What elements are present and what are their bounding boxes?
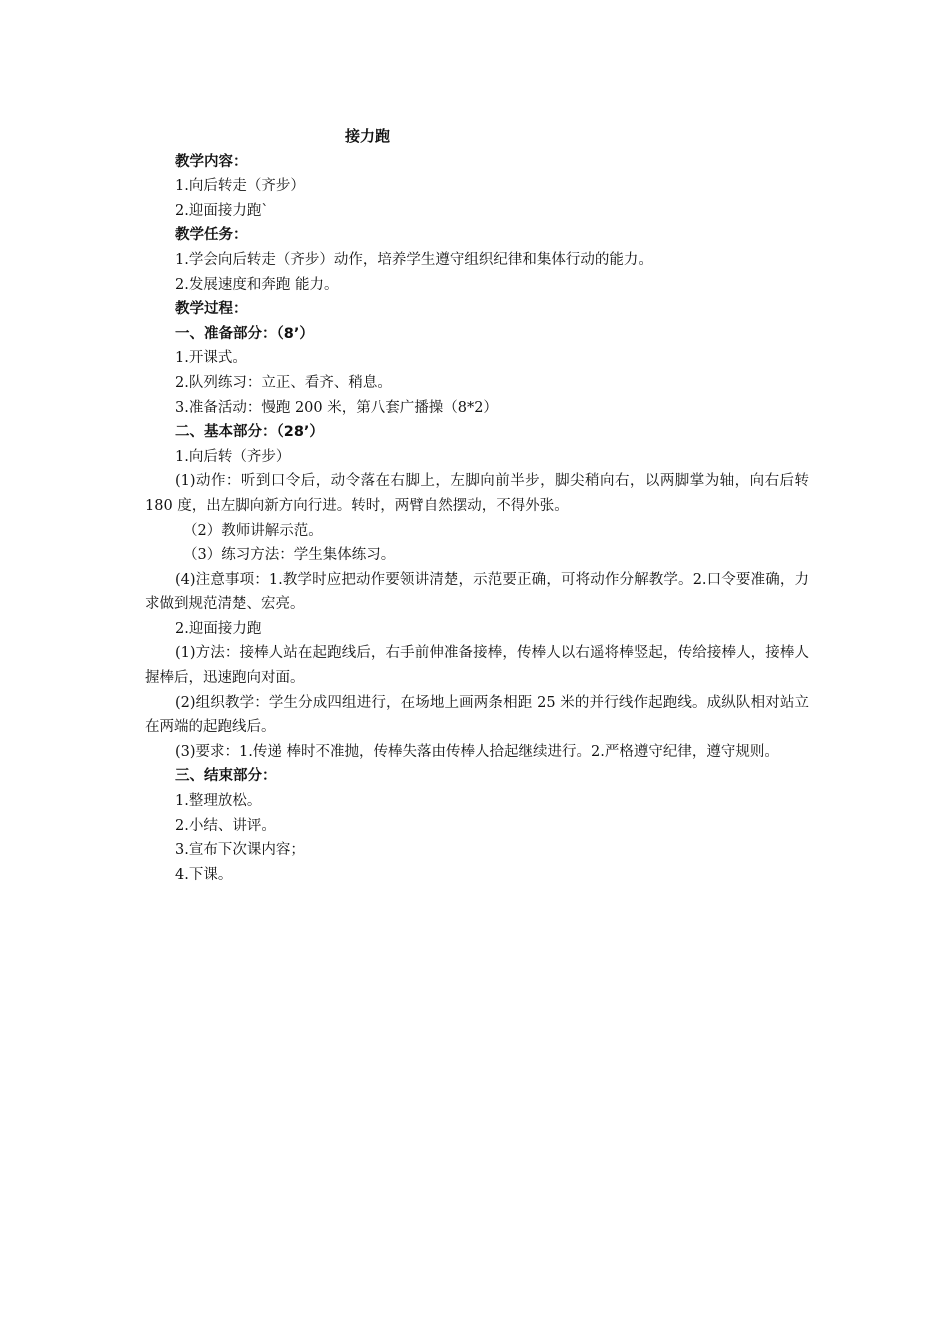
document-body (145, 124, 809, 887)
part1-item: 3.准备活动：慢跑 200 米，第八套广播操（8*2） (175, 399, 498, 416)
content-item: 1.向后转走（齐步） (175, 178, 305, 195)
part3-item: 2.小结、讲评。 (175, 817, 276, 834)
task-heading: 教学任务： (175, 227, 248, 244)
content-heading: 教学内容： (175, 153, 248, 170)
part3-item: 4.下课。 (175, 866, 233, 883)
part2-sub1-notes: (4)注意事项：1.教学时应把动作要领讲清楚，示范要正确，可将动作分解教学。2.口令要准确，力求做到规范清楚、宏亮。 (145, 571, 809, 613)
part2-sub2-org: (2)组织教学：学生分成四组进行，在场地上画两条相距 25 米的并行线作起跑线。成纵队相对站立在两端的起跑线后。 (145, 694, 809, 736)
part2-sub1-method: （3）练习方法：学生集体练习。 (183, 547, 396, 564)
part1-item: 1.开课式。 (175, 350, 247, 367)
task-item: 2.发展速度和奔跑 能力。 (175, 276, 339, 293)
content-item: 2.迎面接力跑` (175, 202, 269, 219)
part2-sub1-action: (1)动作：听到口令后，动令落在右脚上，左脚向前半步，脚尖稍向右，以两脚掌为轴，向右后转 180 度，出左脚向新方向行进。转时，两臂自然摆动，不得外张。 (145, 473, 809, 514)
process-heading: 教学过程： (175, 301, 248, 318)
part2-heading: 二、基本部分：（28’） (175, 424, 324, 441)
part2-sub2-method: (1)方法：接棒人站在起跑线后，右手前伸准备接棒，传棒人以右遥将棒竖起，传给接棒人，接棒人握棒后，迅速跑向对面。 (145, 645, 809, 687)
part2-sub1-demo: （2）教师讲解示范。 (183, 522, 323, 539)
part3-item: 3.宣布下次课内容； (175, 842, 305, 859)
task-item: 1.学会向后转走（齐步）动作，培养学生遵守组织纪律和集体行动的能力。 (175, 251, 653, 268)
part2-sub2-req: (3)要求：1.传递 棒时不准抛，传棒失落由传棒人拾起继续进行。2.严格遵守纪律，遵守规则。 (175, 743, 779, 760)
part3-item: 1.整理放松。 (175, 793, 262, 810)
part3-heading: 三、结束部分： (175, 768, 277, 785)
part2-sub2-title: 2.迎面接力跑 (175, 620, 262, 637)
part1-heading: 一、准备部分：（8’） (175, 325, 314, 342)
part2-sub1-title: 1.向后转（齐步） (175, 448, 291, 465)
document-title: 接力跑 (345, 127, 391, 145)
part1-item: 2.队列练习：立正、看齐、稍息。 (175, 374, 392, 391)
